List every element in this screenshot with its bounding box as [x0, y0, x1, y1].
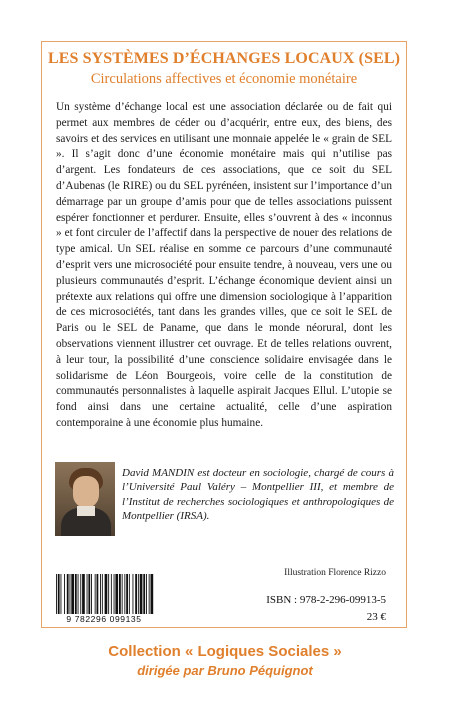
illustration-credit: Illustration Florence Rizzo — [284, 568, 386, 578]
price: 23 € — [366, 611, 386, 623]
isbn: ISBN : 978-2-296-09913-5 — [266, 594, 386, 606]
book-title: LES SYSTÈMES D’ÉCHANGES LOCAUX (SEL) — [47, 50, 401, 67]
summary-text: Un système d’échange local est une association déclarée ou de fait qui permet aux membres de céder ou d’acquérir, entre eux, des biens, des savoirs et des services en utilisant une monnaie appelée le « grain de SEL ». Il s’agit donc d’une économie monétaire mais qui n’utilise pas d’argent. Les fondateurs de ces associations, que ce soit du SEL d’Aubenas (le RIRE) ou du SEL pyrénéen, insistent sur l’importance d’un démarrage par un groupe d’amis pour que de telles associations puissent espérer fonctionner et perdurer. Ensuite, elles s’ouvrent à des « inconnus » et font circuler de l’affectif dans la perspective de nouer des relations de type amical. Un SEL réalise en somme ce parcours d’une communauté d’esprit vers une microsociété pour ensuite tendre, à nouveau, vers une ou plusieurs communautés d’esprit. L’échange économique devient ainsi un prétexte aux relations qui offre une dimension sociologique à l’apparition de ces microsociétés, tant dans les grandes villes, que ce soit le SEL de Paris ou le SEL de Paname, que dans le monde néorural, dont les observations viennent illustrer cet ouvrage. Et de telles relations ouvrent, à leur tour, la possibilité d’une conscience solidaire envisagée dans le solidarisme de Léon Bourgeois, voire celle de la constitution de communautés personnalistes à laquelle aspirait Jacques Ellul. L’utopie se fond ainsi dans une certaine actualité, celle d’une aspiration contemporaine à une économie plus humaine. — [56, 101, 392, 429]
barcode-bars — [54, 574, 154, 614]
barcode — [54, 574, 154, 626]
collection-name: Collection « Logiques Sociales » — [108, 643, 342, 660]
barcode-number: 9 782296 099135 — [66, 614, 142, 624]
book-subtitle: Circulations affectives et économie monétaire — [90, 71, 358, 87]
collection-director: dirigée par Bruno Péquignot — [137, 663, 313, 678]
author-bio: David MANDIN est docteur en sociologie, chargé de cours à l’Université Paul Valéry – Montpellier III, et membre de l’Institut de recherches sociologiques et anthropologiques de Montpellier (IRSA). — [122, 467, 394, 523]
author-photo — [55, 462, 115, 536]
